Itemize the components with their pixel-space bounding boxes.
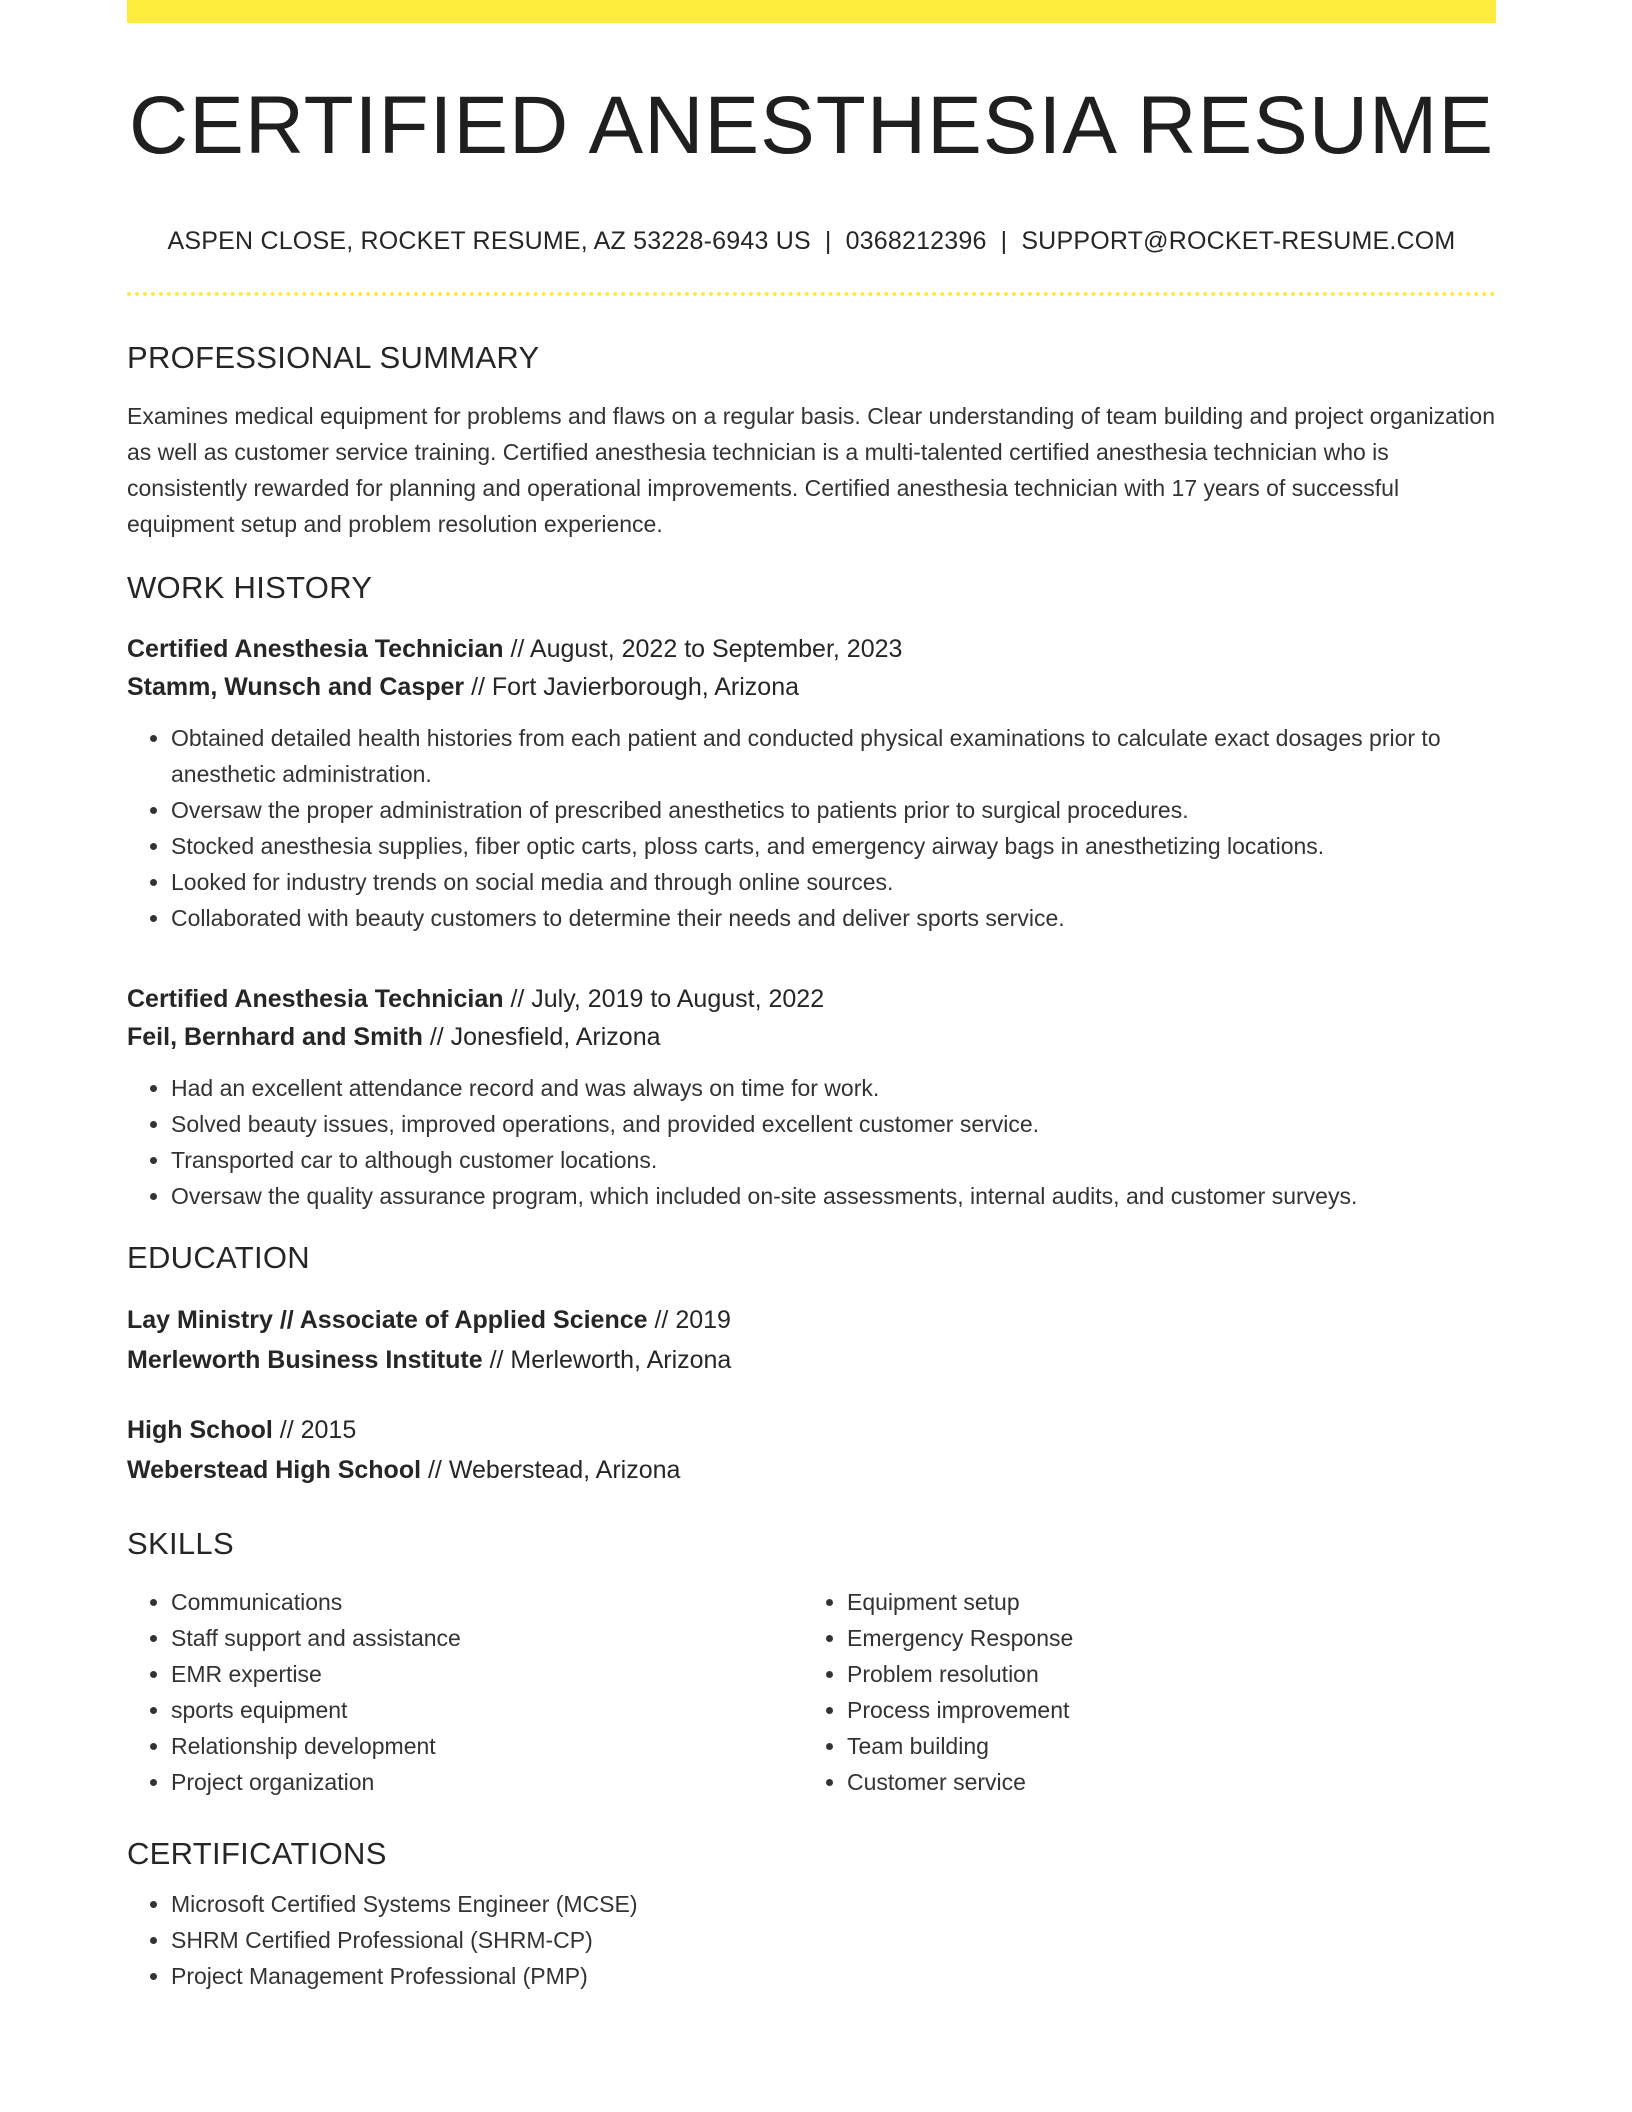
education-degree: Lay Ministry // Associate of Applied Science <box>127 1306 648 1335</box>
list-item: • Solved beauty issues, improved operations, and provided excellent customer service. <box>171 1106 1496 1142</box>
education-year: // 2015 <box>272 1416 357 1445</box>
work-history-heading: WORK HISTORY <box>127 570 373 606</box>
skill-item: • Project organization <box>171 1764 803 1800</box>
skill-item: • Team building <box>847 1728 1479 1764</box>
list-item: • Oversaw the quality assurance program, which included on-site assessments, internal audits, and customer surveys. <box>171 1178 1496 1214</box>
job-dates: // August, 2022 to September, 2023 <box>503 635 903 664</box>
certifications-list <box>127 1886 1496 1994</box>
education-school: Weberstead High School <box>127 1456 422 1485</box>
skill-item: • Emergency Response <box>847 1620 1479 1656</box>
contact-separator: | <box>1000 227 1008 256</box>
certification-item: • Project Management Professional (PMP) <box>171 1958 1496 1994</box>
job-dates: // July, 2019 to August, 2022 <box>503 985 825 1014</box>
job-role-line <box>127 980 1496 1018</box>
education-entry <box>127 1410 1496 1490</box>
accent-top-bar <box>127 0 1496 23</box>
summary-text: Examines medical equipment for problems and flaws on a regular basis. Clear understanding of team building and project organization as well as customer service training. Certified anesthesia technician is a multi-talented certified anesthesia technician who is consistently rewarded for planning and operational improvements. Certified anesthesia technician with 17 years of successful equipment setup and problem resolution experience. <box>127 403 1495 538</box>
job-entry-header <box>127 980 1496 1056</box>
skill-item: • Relationship development <box>171 1728 803 1764</box>
certifications-heading: CERTIFICATIONS <box>127 1836 387 1872</box>
summary-heading: PROFESSIONAL SUMMARY <box>127 340 540 376</box>
skill-item: • Process improvement <box>847 1692 1479 1728</box>
list-item: • Transported car to although customer locations. <box>171 1142 1496 1178</box>
job-location: // Jonesfield, Arizona <box>422 1023 661 1052</box>
contact-phone: 0368212396 <box>845 227 987 256</box>
education-heading: EDUCATION <box>127 1240 310 1276</box>
list-item: • Obtained detailed health histories from each patient and conducted physical examinations to calculate exact dosages prior to anesthetic administration. <box>171 720 1496 792</box>
skill-item: • Communications <box>171 1584 803 1620</box>
list-item: • Looked for industry trends on social media and through online sources. <box>171 864 1496 900</box>
contact-email: SUPPORT@ROCKET-RESUME.COM <box>1021 227 1456 256</box>
education-location: // Merleworth, Arizona <box>482 1346 732 1375</box>
skills-heading: SKILLS <box>127 1526 234 1562</box>
education-school: Merleworth Business Institute <box>127 1346 483 1375</box>
education-degree: High School <box>127 1416 273 1445</box>
education-school-line <box>127 1340 1496 1380</box>
list-item: • Oversaw the proper administration of prescribed anesthetics to patients prior to surgical procedures. <box>171 792 1496 828</box>
job-company: Feil, Bernhard and Smith <box>127 1023 423 1052</box>
job-company: Stamm, Wunsch and Casper <box>127 673 465 702</box>
dotted-divider <box>127 292 1496 296</box>
job-role: Certified Anesthesia Technician <box>127 985 504 1014</box>
job-bullet-list <box>127 1070 1496 1214</box>
skill-item: • sports equipment <box>171 1692 803 1728</box>
skill-item: • Staff support and assistance <box>171 1620 803 1656</box>
resume-page <box>127 0 1496 1994</box>
skills-list-left <box>127 1584 803 1800</box>
skill-item: • Customer service <box>847 1764 1479 1800</box>
contact-line <box>127 227 1496 256</box>
job-entry-header <box>127 630 1496 706</box>
list-item: • Had an excellent attendance record and was always on time for work. <box>171 1070 1496 1106</box>
education-degree-line <box>127 1410 1496 1450</box>
job-company-line <box>127 1018 1496 1056</box>
resume-title: CERTIFIED ANESTHESIA RESUME <box>128 80 1495 171</box>
skill-item: • EMR expertise <box>171 1656 803 1692</box>
job-location: // Fort Javierborough, Arizona <box>464 673 800 702</box>
job-company-line <box>127 668 1496 706</box>
list-item: • Collaborated with beauty customers to determine their needs and deliver sports service. <box>171 900 1496 936</box>
skill-item: • Equipment setup <box>847 1584 1479 1620</box>
contact-address: ASPEN CLOSE, ROCKET RESUME, AZ 53228-6943 US <box>167 227 811 256</box>
education-school-line <box>127 1450 1496 1490</box>
certification-item: • SHRM Certified Professional (SHRM-CP) <box>171 1922 1496 1958</box>
list-item: • Stocked anesthesia supplies, fiber optic carts, ploss carts, and emergency airway bags in anesthetizing locations. <box>171 828 1496 864</box>
skill-item: • Problem resolution <box>847 1656 1479 1692</box>
job-bullet-list <box>127 720 1496 936</box>
skills-list-right <box>803 1584 1479 1800</box>
education-entry <box>127 1300 1496 1380</box>
education-year: // 2019 <box>647 1306 731 1335</box>
certification-item: • Microsoft Certified Systems Engineer (MCSE) <box>171 1886 1496 1922</box>
education-location: // Weberstead, Arizona <box>421 1456 681 1485</box>
skills-columns <box>127 1584 1496 1800</box>
job-role: Certified Anesthesia Technician <box>127 635 504 664</box>
job-role-line <box>127 630 1496 668</box>
education-degree-line <box>127 1300 1496 1340</box>
contact-separator: | <box>824 227 832 256</box>
